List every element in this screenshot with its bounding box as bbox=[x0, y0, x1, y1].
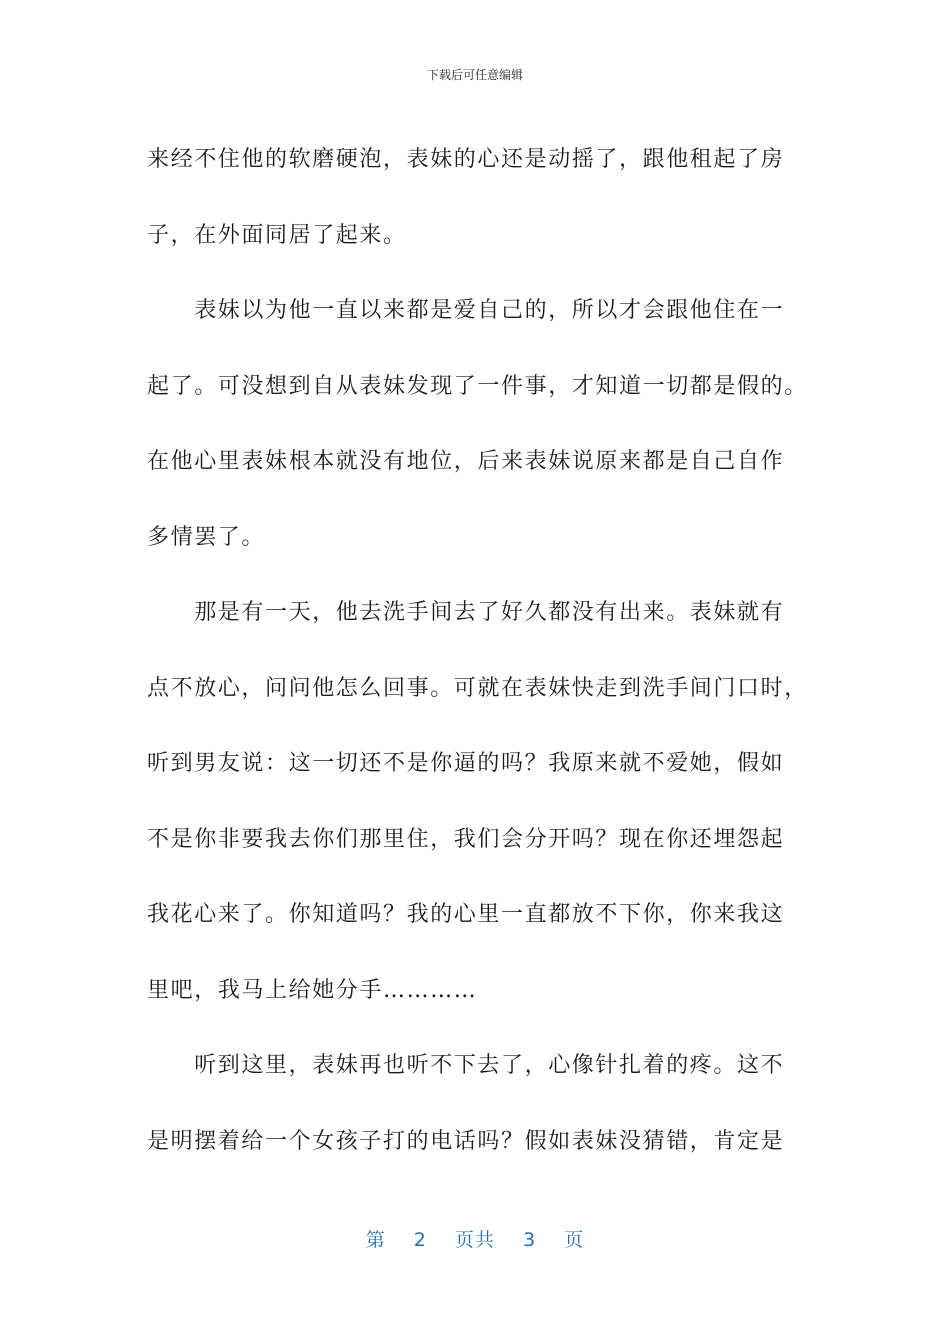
text-line: 那是有一天，他去洗手间去了好久都没有出来。表妹就有 bbox=[147, 600, 785, 625]
document-body bbox=[147, 122, 807, 1179]
text-line: 起了。可没想到自从表妹发现了一件事，才知道一切都是假的。 bbox=[147, 373, 808, 399]
text-line: 是明摆着给一个女孩子打的电话吗？假如表妹没猜错，肯定是 bbox=[147, 1128, 785, 1154]
text-line: 听到这里，表妹再也听不下去了，心像针扎着的疼。这不 bbox=[147, 1053, 785, 1078]
text-line: 听到男友说：这一切还不是你逼的吗？我原来就不爱她，假如 bbox=[147, 751, 785, 776]
page-footer bbox=[0, 1225, 950, 1252]
body-text bbox=[147, 122, 807, 1179]
page-label-mid: 页共 bbox=[454, 1229, 495, 1251]
page-label-prefix: 第 bbox=[365, 1229, 386, 1251]
text-line: 子，在外面同居了起来。 bbox=[147, 222, 407, 248]
text-line: 里吧，我马上给她分手………… bbox=[147, 977, 478, 1003]
text-line: 我花心来了。你知道吗？我的心里一直都放不下你，你来我这 bbox=[147, 902, 785, 927]
text-line: 表妹以为他一直以来都是爱自己的，所以才会跟他住在一 bbox=[147, 298, 785, 323]
current-page-number: 2 bbox=[413, 1229, 427, 1251]
text-line: 来经不住他的软磨硬泡，表妹的心还是动摇了，跟他租起了房 bbox=[147, 147, 785, 172]
total-pages-number: 3 bbox=[523, 1229, 537, 1251]
text-line: 不是你非要我去你们那里住，我们会分开吗？现在你还埋怨起 bbox=[147, 826, 785, 852]
text-line: 多情罢了。 bbox=[147, 524, 266, 550]
text-line: 点不放心，问问他怎么回事。可就在表妹快走到洗手间门口时， bbox=[147, 675, 808, 701]
text-line: 在他心里表妹根本就没有地位，后来表妹说原来都是自己自作 bbox=[147, 449, 785, 474]
header-note: 下载后可任意编辑 bbox=[426, 68, 523, 82]
page-label-suffix: 页 bbox=[564, 1229, 585, 1251]
